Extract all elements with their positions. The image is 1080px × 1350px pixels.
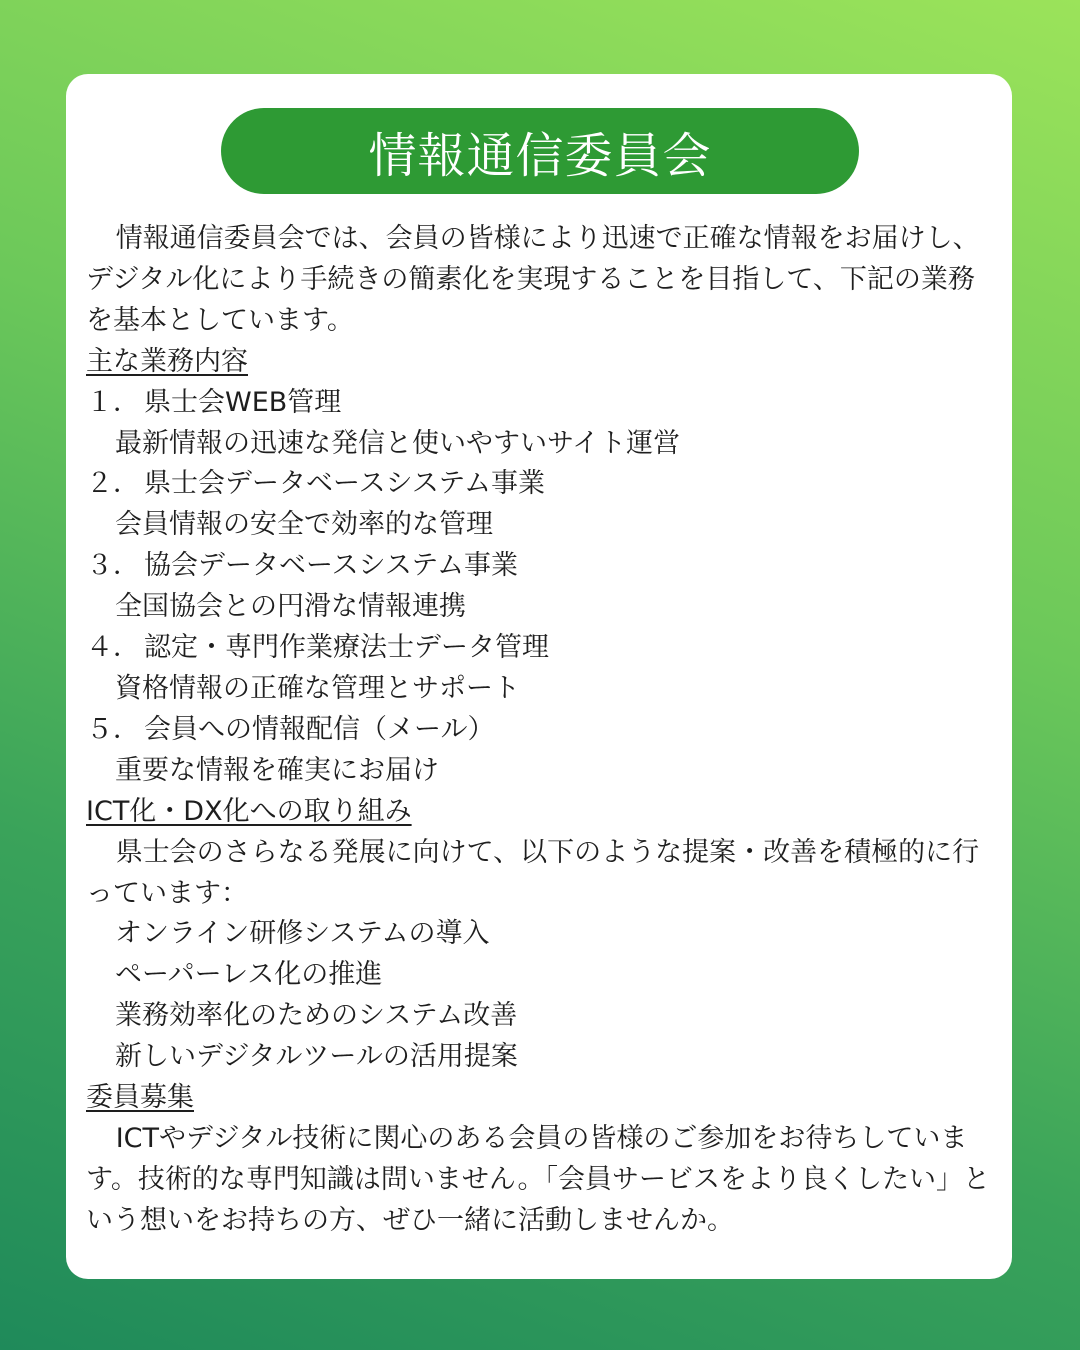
content-card (66, 74, 1012, 1279)
page-title: 情報通信委員会 (368, 127, 712, 184)
title-banner (221, 108, 859, 194)
ict-list-item: 新しいデジタルツールの活用提案 (115, 1041, 518, 1073)
ict-list-item: 業務効率化のためのシステム改善 (115, 1000, 518, 1032)
duty-title: 会員への情報配信（メール） (144, 713, 495, 745)
section-heading-main-duties: 主な業務内容 (86, 345, 248, 377)
intro-paragraph: 情報通信委員会では、会員の皆様により迅速で正確な情報をお届けし、デジタル化により手続きの簡素化を実現することを目指して、下記の業務を基本としています。 (86, 223, 980, 336)
section-heading-recruit: 委員募集 (86, 1082, 194, 1114)
recruit-paragraph: ICTやデジタル技術に関心のある会員の皆様のご参加をお待ちしています。技術的な専門知識は問いません。「会員サービスをより良くしたい」という想いをお持ちの方、ぜひ一緒に活動しませんか。 (86, 1122, 990, 1236)
duty-number: ４． (86, 632, 140, 664)
duty-description: 全国協会との円滑な情報連携 (115, 591, 466, 623)
duty-item (86, 383, 998, 424)
duty-description: 重要な情報を確実にお届け (115, 754, 439, 786)
duty-description: 資格情報の正確な管理とサポート (115, 672, 520, 704)
duty-title: 協会データベースシステム事業 (144, 550, 518, 582)
duty-number: ２． (86, 468, 140, 500)
duty-description: 会員情報の安全で効率的な管理 (115, 509, 493, 541)
duty-number: ５． (86, 713, 140, 745)
ict-intro: 県士会のさらなる発展に向けて、以下のような提案・改善を積極的に行っています： (86, 836, 980, 909)
content-body (86, 219, 998, 1242)
duty-item (86, 710, 998, 751)
duty-number: ３． (86, 550, 140, 582)
section-heading-ict-dx: ICT化・DX化への取り組み (86, 795, 412, 827)
duty-title: 県士会データベースシステム事業 (144, 468, 545, 500)
duty-item (86, 546, 998, 587)
duty-item (86, 464, 998, 505)
duty-title: 認定・専門作業療法士データ管理 (144, 632, 549, 664)
duty-item (86, 628, 998, 669)
ict-list-item: ペーパーレス化の推進 (115, 959, 383, 991)
duty-description: 最新情報の迅速な発信と使いやすいサイト運営 (115, 427, 681, 459)
duty-title: 県士会WEB管理 (144, 386, 342, 418)
duty-number: １． (86, 386, 140, 418)
ict-list-item: オンライン研修システムの導入 (115, 918, 490, 950)
